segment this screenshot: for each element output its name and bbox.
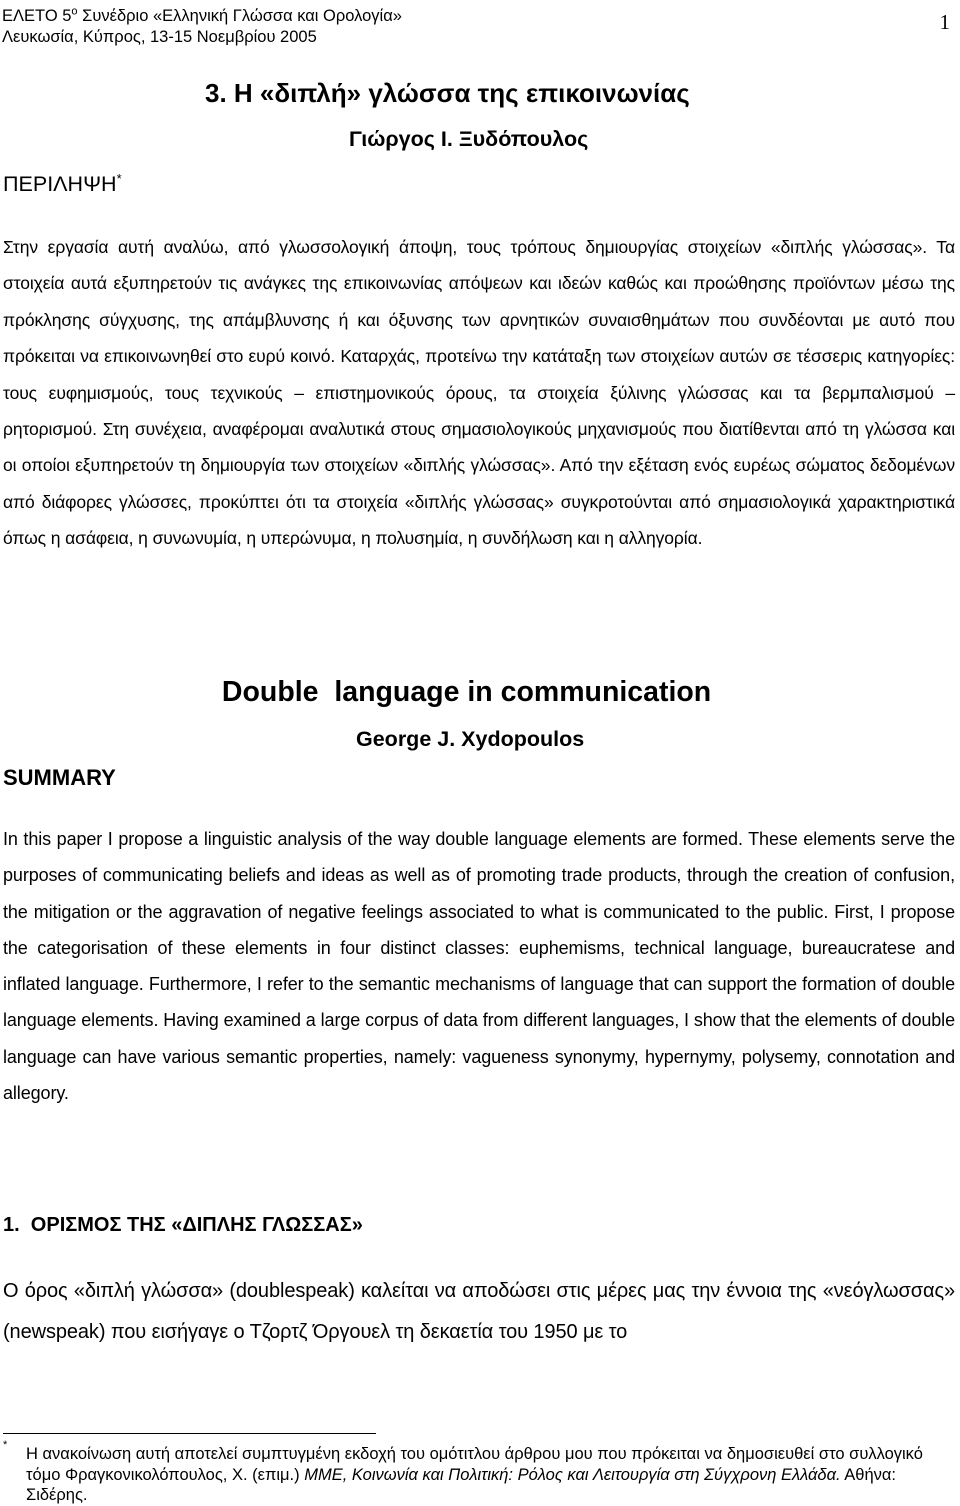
english-title: Double language in communication: [214, 676, 712, 708]
section-heading: 1. ΟΡΙΣΜΟΣ ΤΗΣ «ΔΙΠΛΗΣ ΓΛΩΣΣΑΣ»: [3, 1214, 363, 1236]
footnote-marker: *: [3, 1439, 8, 1451]
english-author: George J. Xydopoulos: [356, 727, 585, 751]
conference-title: [2, 6, 402, 26]
conference-subtitle: Συνέδριο «Ελληνική Γλώσσα και Ορολογία»: [77, 7, 402, 25]
greek-author: Γιώργος Ι. Ξυδόπουλος: [349, 127, 589, 151]
section-body: Ο όρος «διπλή γλώσσα» (doublespeak) καλείται να αποδώσει στις μέρες μας την έννοια της «νεόγλωσσας» (newspeak) που εισήγαγε ο Τζορτζ Όργουελ τη δεκαετία του 1950 με το: [3, 1280, 955, 1343]
english-abstract-heading: SUMMARY: [3, 765, 116, 790]
footnote-publisher: Αθήνα: Σιδέρης.: [26, 1465, 897, 1504]
page-number: 1: [939, 10, 950, 34]
footnote-text-plain: Η ανακοίνωση αυτή αποτελεί συμπτυγμένη εκδοχή του ομότιτλου άρθρου μου που πρόκειται να δημοσιευθεί στο συλλογικό τόμο Φραγκονικολόπουλος, Χ. (επιμ.): [26, 1445, 923, 1484]
greek-title: 3. Η «διπλή» γλώσσα της επικοινωνίας: [205, 78, 690, 108]
greek-heading-text: ΠΕΡΙΛΗΨΗ: [3, 172, 117, 196]
footnote-reference-marker: *: [116, 170, 122, 186]
ordinal-superscript: ο: [71, 5, 78, 18]
footnote-separator: [3, 1433, 376, 1434]
footnote-book-title: ΜΜΕ, Κοινωνία και Πολιτική: Ρόλος και Λειτουργία στη Σύγχρονη Ελλάδα.: [304, 1465, 841, 1484]
greek-abstract-heading: [3, 172, 122, 197]
english-abstract: In this paper I propose a linguistic analysis of the way double language elements are formed. These elements serve the purposes of communicating beliefs and ideas as well as of promoting trade products, through the creation of confusion, the mitigation or the aggravation of negative feelings associated to what is communicated to the public. First, I propose the categorisation of these elements in four distinct classes: euphemisms, technical language, bureaucratese and inflated language. Furthermore, I refer to the semantic mechanisms of language that can support the formation of double language elements. Having examined a large corpus of data from different languages, I show that the elements of double language can have various semantic properties, namely: vagueness synonymy, hypernymy, polysemy, connotation and allegory.: [3, 829, 955, 1104]
footnote-text: [26, 1444, 956, 1506]
greek-abstract: Στην εργασία αυτή αναλύω, από γλωσσολογική άποψη, τους τρόπους δημιουργίας στοιχείων «διπλής γλώσσας». Τα στοιχεία αυτά εξυπηρετούν τις ανάγκες της επικοινωνίας απόψεων και ιδεών καθώς και προώθησης προϊόντων μέσω της πρόκλησης σύγχυσης, της απάμβλυνσης ή και όξυνσης των αρνητικών συναισθημάτων που συνδέονται με αυτό που πρόκειται να επικοινωνηθεί στο ευρύ κοινό. Καταρχάς, προτείνω την κατάταξη των στοιχείων αυτών σε τέσσερις κατηγορίες: τους ευφημισμούς, τους τεχνικούς – επιστημονικούς όρους, τα στοιχεία ξύλινης γλώσσας και τα βερμπαλισμού – ρητορισμού. Στη συνέχεια, αναφέρομαι αναλυτικά στους σημασιολογικούς μηχανισμούς που διατίθενται από τη γλώσσα και οι οποίοι εξυπηρετούν τη δημιουργία των στοιχείων «διπλής γλώσσας». Από την εξέταση ενός ευρέως σώματος δεδομένων από διάφορες γλώσσες, προκύπτει ότι τα στοιχεία «διπλής γλώσσας» συγκροτούνται από σημασιολογικά χαρακτηριστικά όπως η ασάφεια, η συνωνυμία, η υπερώνυμα, η πολυσημία, η συνδήλωση και η αλληγορία.: [3, 237, 955, 549]
conference-location: Λευκωσία, Κύπρος, 13-15 Νοεμβρίου 2005: [2, 28, 317, 46]
conference-name: ΕΛΕΤΟ 5: [2, 7, 72, 25]
